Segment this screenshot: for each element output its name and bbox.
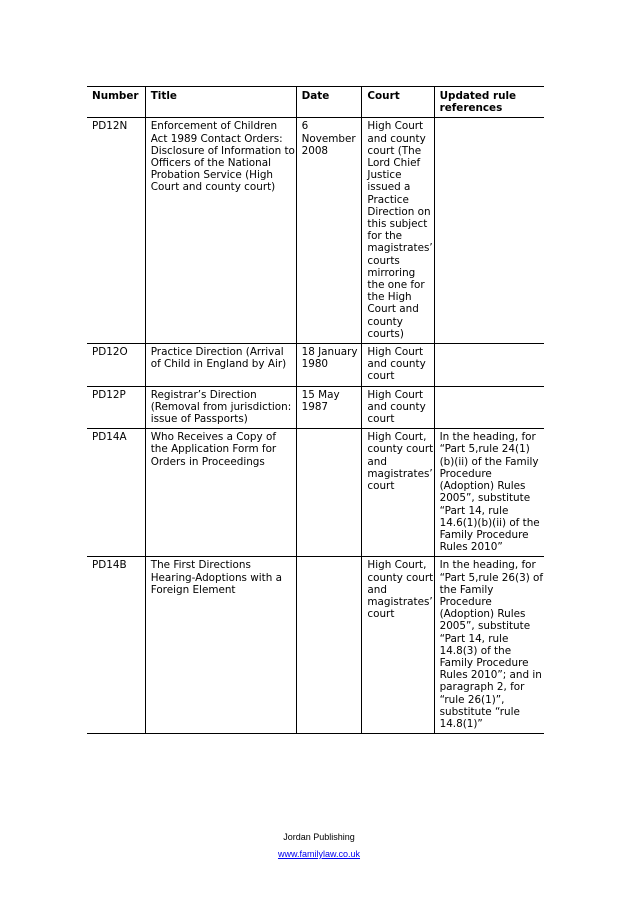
- cell-court: High Court, county court and magistrates’ court: [362, 429, 434, 557]
- cell-title: Enforcement of Children Act 1989 Contact Orders: Disclosure of Information to Officers of the National Probation Service (High Court and county court): [145, 118, 296, 344]
- cell-date: [296, 429, 362, 557]
- cell-court: High Court, county court and magistrates’ court: [362, 557, 434, 734]
- table-row: [87, 118, 544, 344]
- cell-title: Registrar’s Direction (Removal from jurisdiction: issue of Passports): [145, 386, 296, 429]
- table-row: [87, 344, 544, 387]
- cell-court: High Court and county court: [362, 386, 434, 429]
- table-row: [87, 429, 544, 557]
- cell-title: The First Directions Hearing-Adoptions with a Foreign Element: [145, 557, 296, 734]
- cell-court: High Court and county court: [362, 344, 434, 387]
- header-title: Title: [145, 87, 296, 118]
- practice-directions-table: [87, 86, 544, 734]
- table-body: [87, 118, 544, 734]
- table-row: [87, 386, 544, 429]
- header-updated-rule-references: Updated rule references: [434, 87, 544, 118]
- cell-refs: [434, 344, 544, 387]
- cell-title: Practice Direction (Arrival of Child in England by Air): [145, 344, 296, 387]
- cell-date: 6 November 2008: [296, 118, 362, 344]
- cell-number: PD14A: [87, 429, 145, 557]
- cell-refs: In the heading, for “Part 5,rule 24(1)(b)(ii) of the Family Procedure (Adoption) Rules 2005”, substitute “Part 14, rule 14.6(1)(b)(ii) of the Family Procedure Rules 2010”: [434, 429, 544, 557]
- cell-number: PD12O: [87, 344, 145, 387]
- cell-number: PD12P: [87, 386, 145, 429]
- cell-date: 15 May 1987: [296, 386, 362, 429]
- footer-url-link[interactable]: www.familylaw.co.uk: [277, 849, 361, 859]
- table-row: [87, 557, 544, 734]
- cell-number: PD12N: [87, 118, 145, 344]
- cell-date: 18 January 1980: [296, 344, 362, 387]
- header-number: Number: [87, 87, 145, 118]
- header-date: Date: [296, 87, 362, 118]
- cell-refs: In the heading, for “Part 5,rule 26(3) of the Family Procedure (Adoption) Rules 2005”, substitute “Part 14, rule 14.8(3) of the Family Procedure Rules 2010”; and in paragraph 2, for “rule 26(1)”, substitute “rule 14.8(1)”: [434, 557, 544, 734]
- cell-court: High Court and county court (The Lord Chief Justice issued a Practice Direction on this subject for the magistrates’ courts mirroring the one for the High Court and county courts): [362, 118, 434, 344]
- table-header: [87, 87, 544, 118]
- cell-refs: [434, 118, 544, 344]
- cell-date: [296, 557, 362, 734]
- cell-refs: [434, 386, 544, 429]
- cell-number: PD14B: [87, 557, 145, 734]
- cell-title: Who Receives a Copy of the Application Form for Orders in Proceedings: [145, 429, 296, 557]
- footer-publisher: Jordan Publishing: [283, 832, 355, 842]
- header-court: Court: [362, 87, 434, 118]
- header-row: [87, 87, 544, 118]
